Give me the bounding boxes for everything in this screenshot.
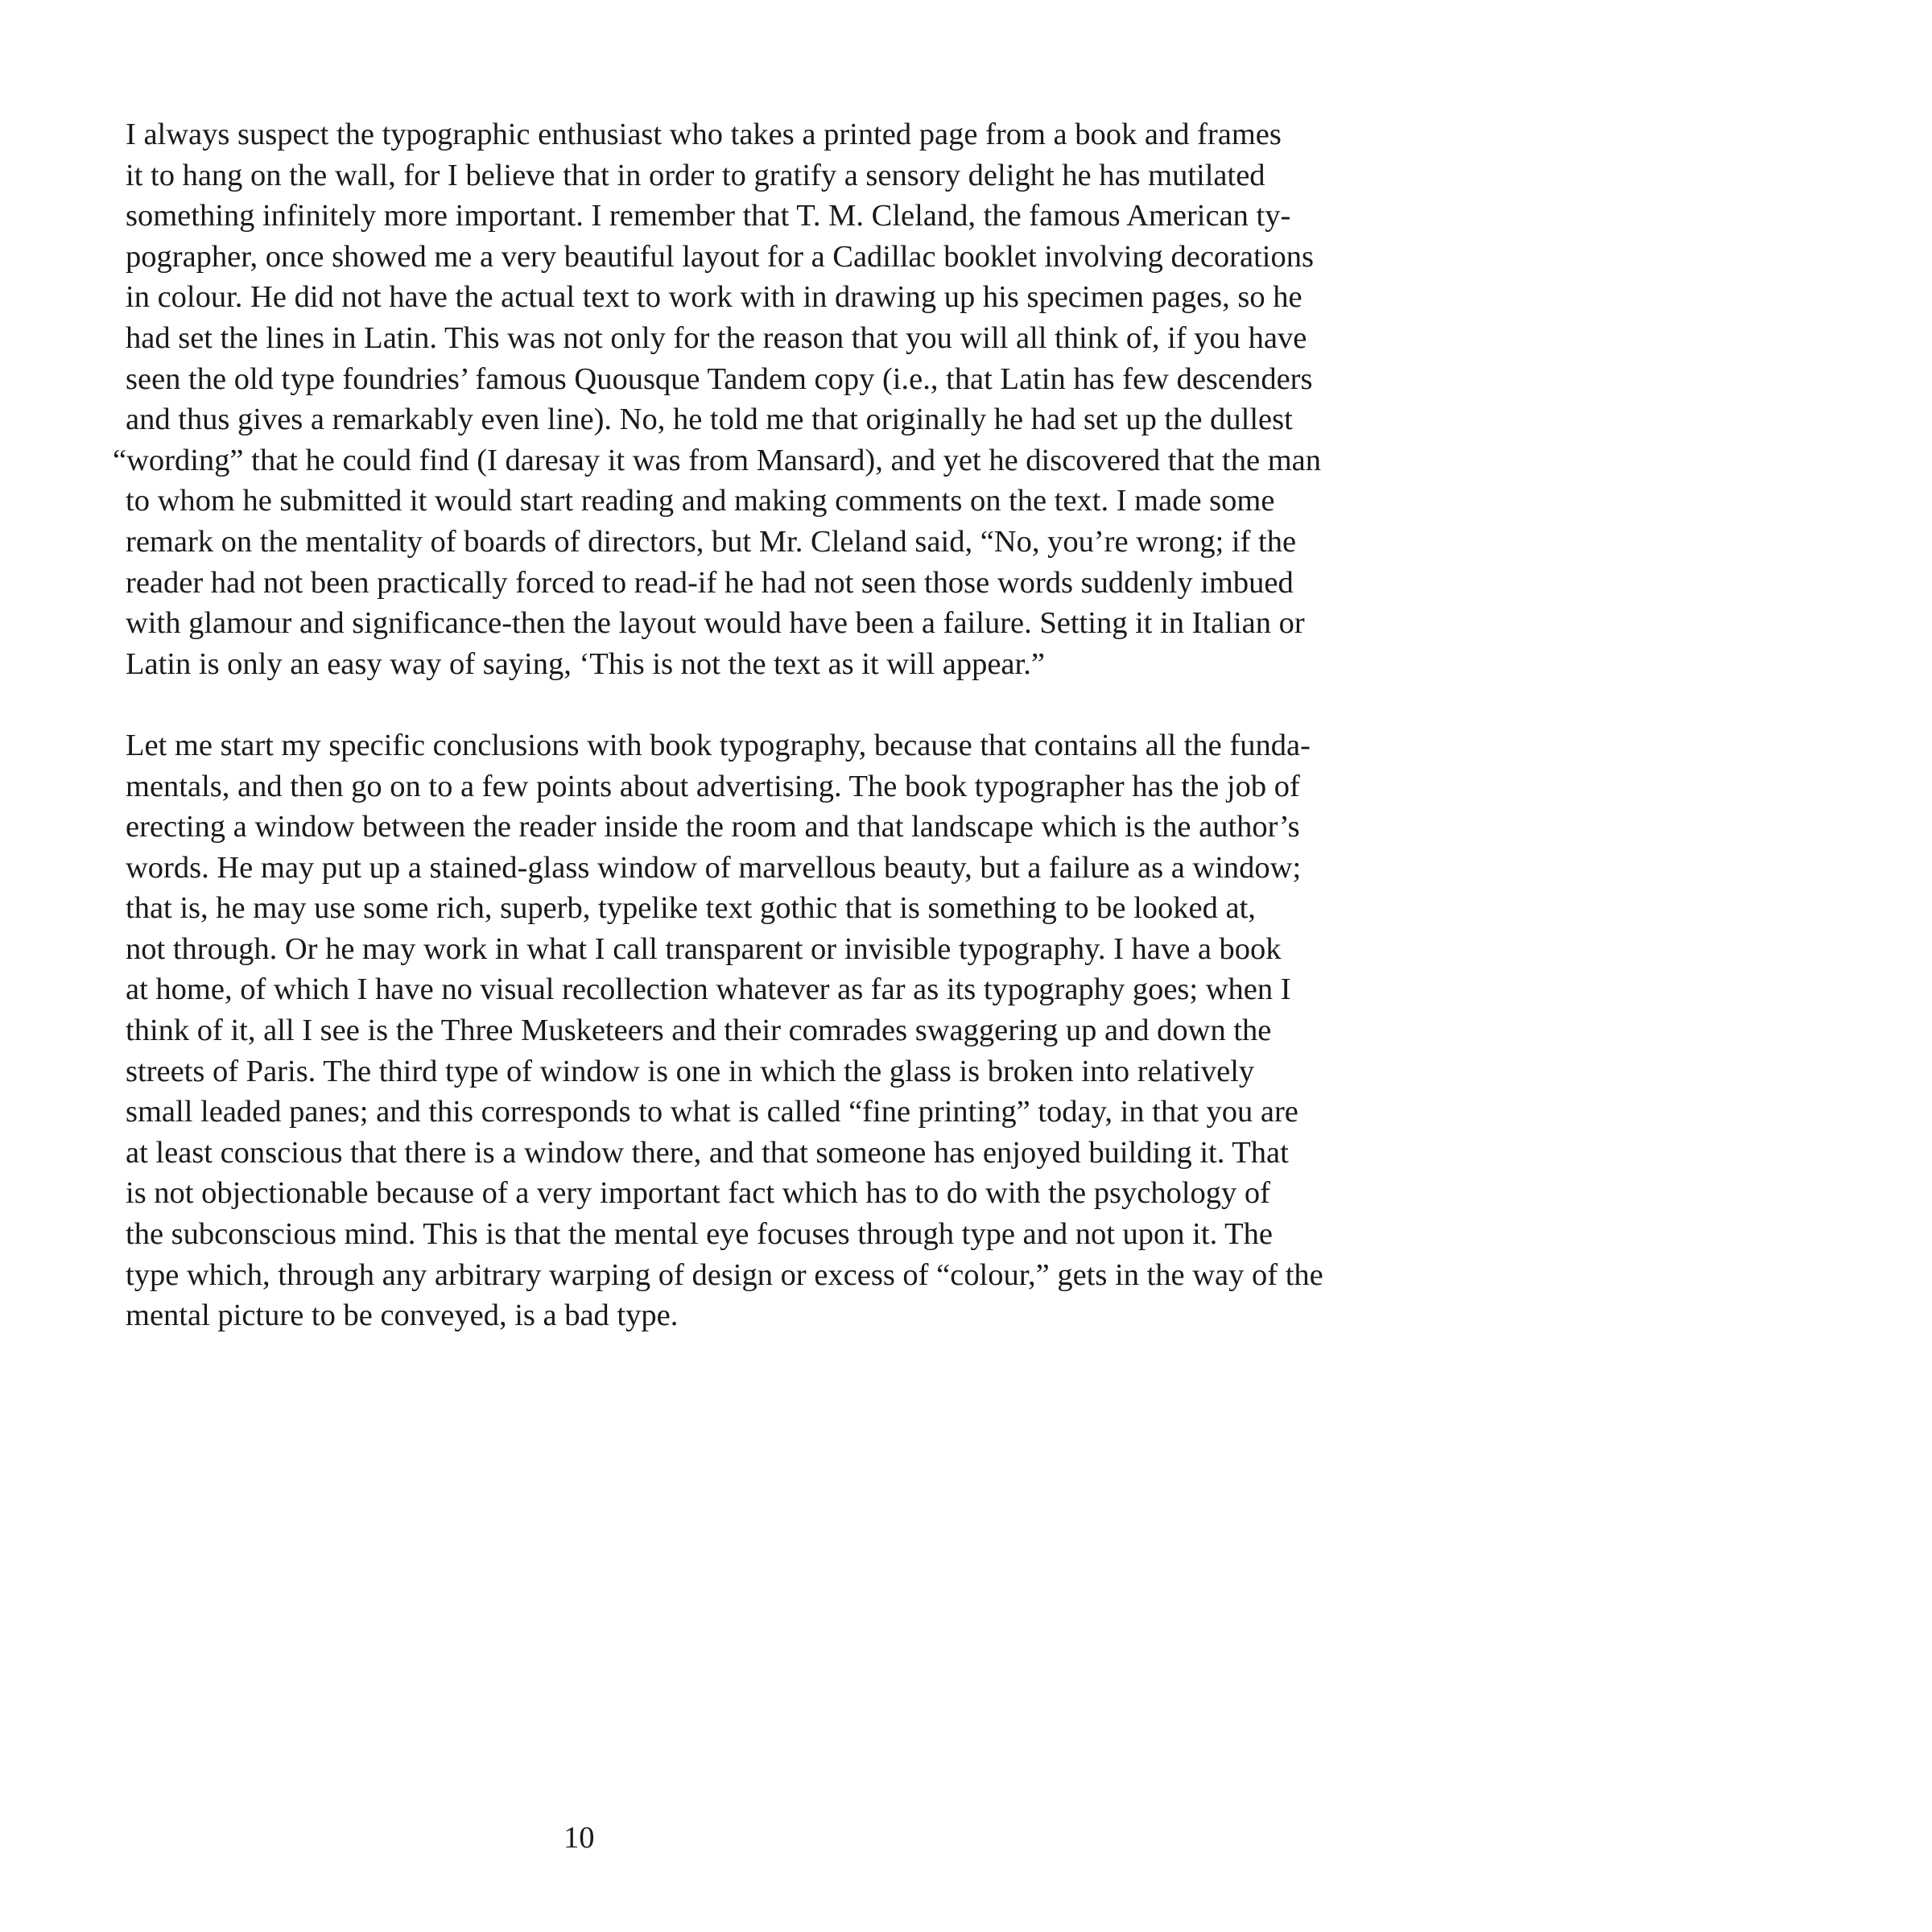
text-line: something infinitely more important. I remember that T. M. Cleland, the famous American ty-: [126, 199, 1291, 233]
text-line: with glamour and significance-then the layout would have been a failure. Setting it in Italian or: [126, 606, 1305, 641]
text-line: not through. Or he may work in what I call transparent or invisible typography. I have a book: [126, 931, 1282, 966]
text-line: think of it, all I see is the Three Musketeers and their comrades swaggering up and down the: [126, 1013, 1272, 1048]
text-line: words. He may put up a stained-glass window of marvellous beauty, but a failure as a window;: [126, 850, 1302, 885]
text-line: Let me start my specific conclusions with book typography, because that contains all the funda-: [126, 728, 1311, 762]
text-line: Latin is only an easy way of saying, ‘This is not the text as it will appear.”: [126, 646, 1045, 681]
text-line: is not objectionable because of a very important fact which has to do with the psychology of: [126, 1176, 1270, 1211]
text-line: seen the old type foundries’ famous Quousque Tandem copy (i.e., that Latin has few descenders: [126, 361, 1313, 396]
body-text: [113, 114, 1397, 1336]
text-line: mental picture to be conveyed, is a bad type.: [126, 1298, 679, 1333]
text-line: mentals, and then go on to a few points about advertising. The book typographer has the job of: [126, 769, 1300, 803]
text-line: at least conscious that there is a window there, and that someone has enjoyed building it. That: [126, 1135, 1289, 1170]
text-line: and thus gives a remarkably even line). No, he told me that originally he had set up the dullest: [126, 402, 1293, 437]
text-line: remark on the mentality of boards of directors, but Mr. Cleland said, “No, you’re wrong; if the: [126, 524, 1297, 559]
text-line: to whom he submitted it would start reading and making comments on the text. I made some: [126, 484, 1275, 518]
text-line: the subconscious mind. This is that the mental eye focuses through type and not upon it. The: [126, 1217, 1273, 1252]
paragraph-1: [113, 114, 1397, 684]
text-line: type which, through any arbitrary warping of design or excess of “colour,” gets in the way of the: [126, 1257, 1323, 1292]
text-line: streets of Paris. The third type of window is one in which the glass is broken into relatively: [126, 1054, 1255, 1088]
text-line: reader had not been practically forced to read-if he had not seen those words suddenly imbued: [126, 565, 1294, 600]
text-line: pographer, once showed me a very beautiful layout for a Cadillac booklet involving decorations: [126, 239, 1314, 274]
page-number: 10: [564, 1821, 595, 1855]
text-line: in colour. He did not have the actual text to work with in drawing up his specimen pages, so he: [126, 280, 1302, 315]
text-line: had set the lines in Latin. This was not only for the reason that you will all think of, if you have: [126, 320, 1307, 355]
text-line: at home, of which I have no visual recollection whatever as far as its typography goes; when I: [126, 972, 1291, 1007]
text-line: that is, he may use some rich, superb, typelike text gothic that is something to be looked at,: [126, 891, 1256, 926]
text-line: “wording” that he could find (I daresay it was from Mansard), and yet he discovered that the man: [113, 443, 1321, 477]
paragraph-2: [126, 725, 1397, 1336]
text-line: small leaded panes; and this corresponds to what is called “fine printing” today, in that you are: [126, 1095, 1298, 1129]
text-line: erecting a window between the reader inside the room and that landscape which is the author’s: [126, 810, 1300, 844]
text-line: it to hang on the wall, for I believe that in order to gratify a sensory delight he has mutilated: [126, 158, 1265, 192]
text-line: I always suspect the typographic enthusiast who takes a printed page from a book and frames: [126, 118, 1282, 151]
